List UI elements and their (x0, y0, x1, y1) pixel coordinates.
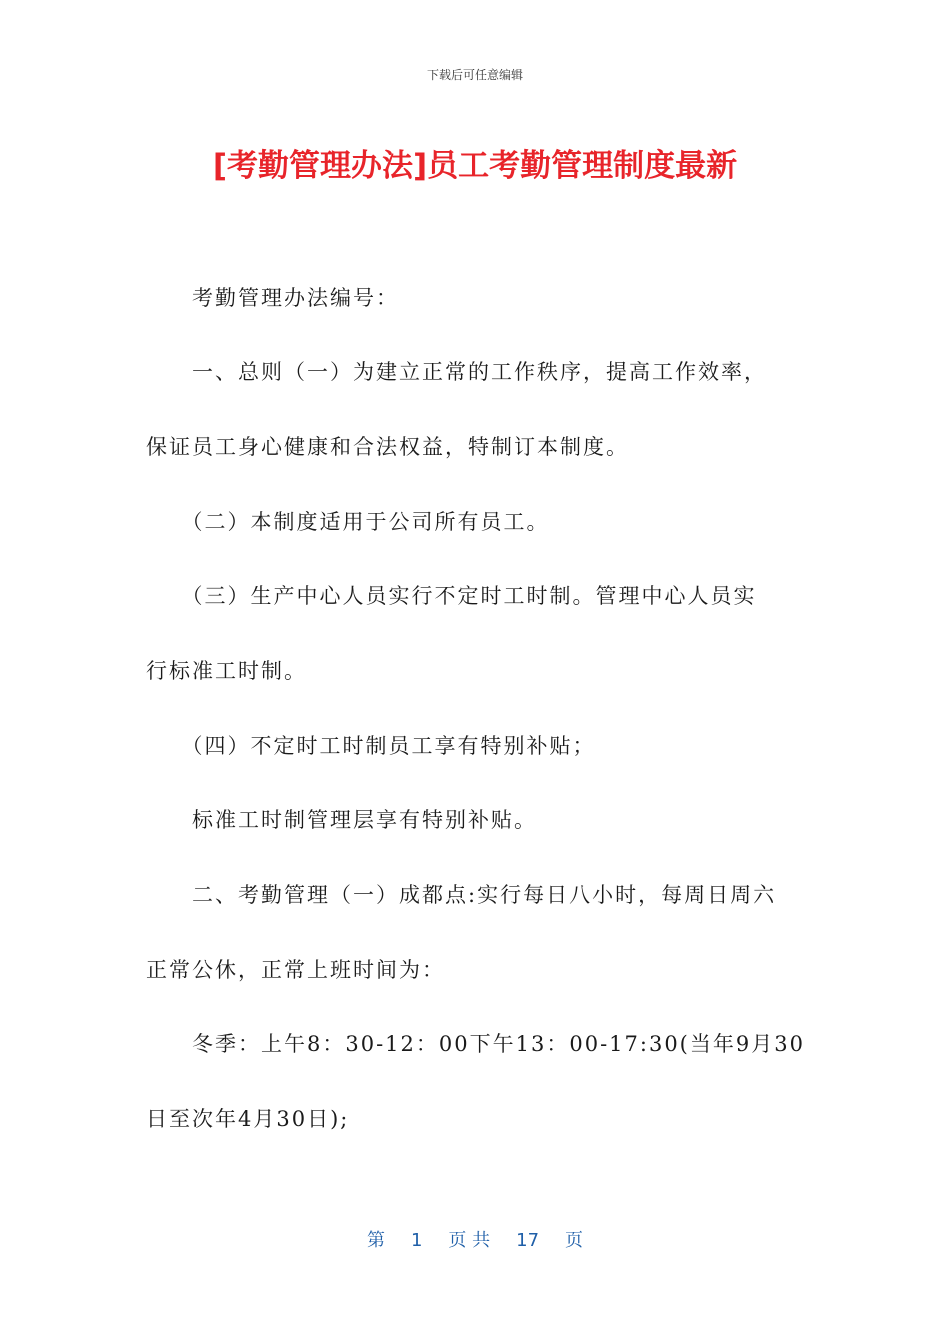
page-total: 17 (516, 1230, 540, 1251)
body-line: 日至次年4月30日); (146, 1107, 350, 1131)
document-title: [考勤管理办法]员工考勤管理制度最新 (212, 148, 738, 184)
body-line: 行标准工时制。 (146, 659, 307, 683)
page-footer (0, 1226, 950, 1252)
page-suffix: 页 (565, 1230, 584, 1251)
body-line: 标准工时制管理层享有特别补贴。 (146, 808, 537, 832)
body-line: 保证员工身心健康和合法权益，特制订本制度。 (146, 435, 629, 459)
page-prefix: 第 (366, 1230, 385, 1251)
header-note: 下载后可任意编辑 (426, 68, 523, 82)
body-line: 一、总则（一）为建立正常的工作秩序，提高工作效率， (146, 360, 767, 384)
body-line: （二）本制度适用于公司所有员工。 (146, 510, 550, 534)
body-line: 考勤管理办法编号： (146, 286, 399, 310)
body-line: 二、考勤管理（一）成都点:实行每日八小时，每周日周六 (146, 883, 777, 907)
page-current: 1 (410, 1230, 423, 1251)
body-line: 冬季：上午8：30-12：00下午13：00-17:30(当年9月30 (146, 1032, 805, 1056)
body-line: 正常公休，正常上班时间为： (146, 958, 445, 982)
page-middle: 页 共 (448, 1230, 491, 1251)
body-line: （三）生产中心人员实行不定时工时制。管理中心人员实 (146, 584, 757, 608)
body-line: （四）不定时工时制员工享有特别补贴； (146, 734, 596, 758)
